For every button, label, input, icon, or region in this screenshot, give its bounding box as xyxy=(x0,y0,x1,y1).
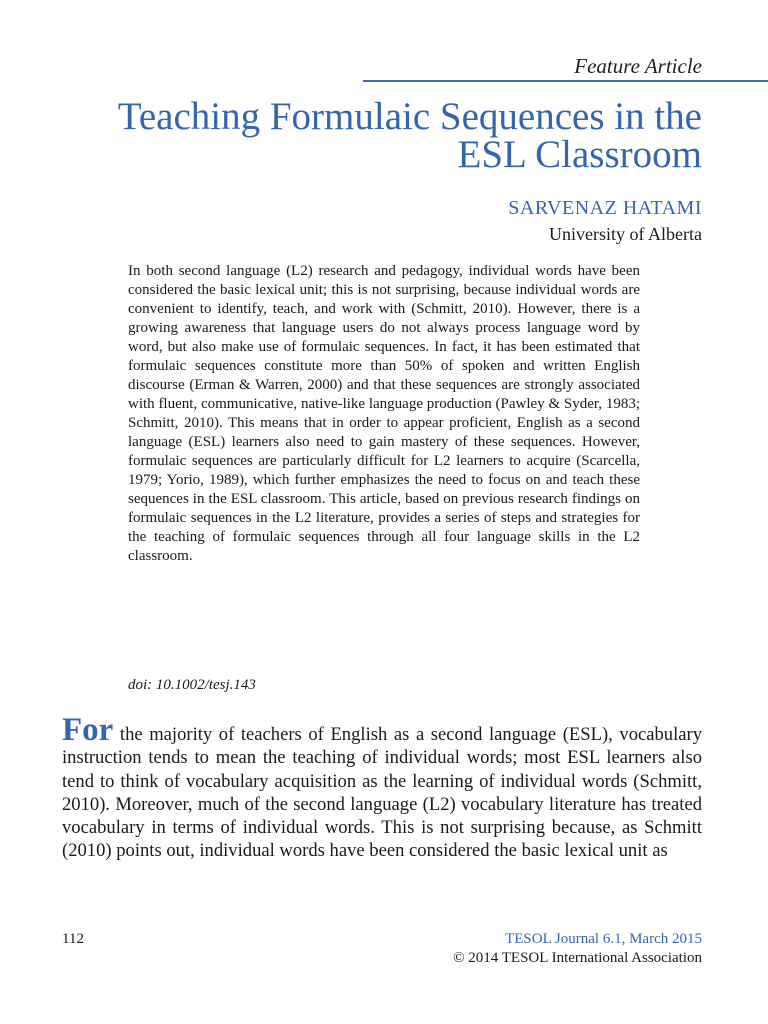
doi-link[interactable]: doi: 10.1002/tesj.143 xyxy=(128,677,256,693)
body-text: the majority of teachers of English as a second language (ESL), vocabulary instruction tends to mean the teaching of individual words; most ESL learners also tend to think of vocabulary acquisition as the learning of individual words (Schmitt, 2010). Moreover, much of the second language (L2) vocabulary literature has treated vocabulary in terms of individual words. This is not surprising because, as Schmitt (2010) points out, individual words have been considered the basic lexical unit as xyxy=(62,724,702,862)
journal-citation: TESOL Journal 6.1, March 2015 xyxy=(505,931,702,947)
article-title: Teaching Formulaic Sequences in the ESL Classroom xyxy=(117,95,702,176)
body-paragraph xyxy=(62,712,702,863)
author-name: SARVENAZ HATAMI xyxy=(508,197,702,219)
abstract: In both second language (L2) research and pedagogy, individual words have been considered the basic lexical unit; this is not surprising, because individual words are convenient to identify, teach, and work with (Schmitt, 2010). However, there is a growing awareness that language users do not always process language word by word, but also make use of formulaic sequences. In fact, it has been estimated that formulaic sequences constitute more than 50% of spoken and written English discourse (Erman & Warren, 2000) and that these sequences are strongly associated with fluent, communicative, native-like language production (Pawley & Syder, 1983; Schmitt, 2010). This means that in order to appear proficient, English as a second language (ESL) learners also need to gain mastery of these sequences. However, formulaic sequences are particularly difficult for L2 learners to acquire (Scarcella, 1979; Yorio, 1989), which further emphasizes the need to focus on and teach these sequences in the ESL classroom. This article, based on previous research findings on formulaic sequences in the L2 literature, provides a series of steps and strategies for the teaching of formulaic sequences through all four language skills in the L2 classroom. xyxy=(128,263,640,564)
section-label: Feature Article xyxy=(574,54,702,78)
page-number: 112 xyxy=(62,931,84,947)
author-affiliation: University of Alberta xyxy=(549,224,702,244)
lead-word: For xyxy=(62,712,114,748)
copyright-notice: © 2014 TESOL International Association xyxy=(453,950,702,966)
header-divider xyxy=(363,80,768,82)
